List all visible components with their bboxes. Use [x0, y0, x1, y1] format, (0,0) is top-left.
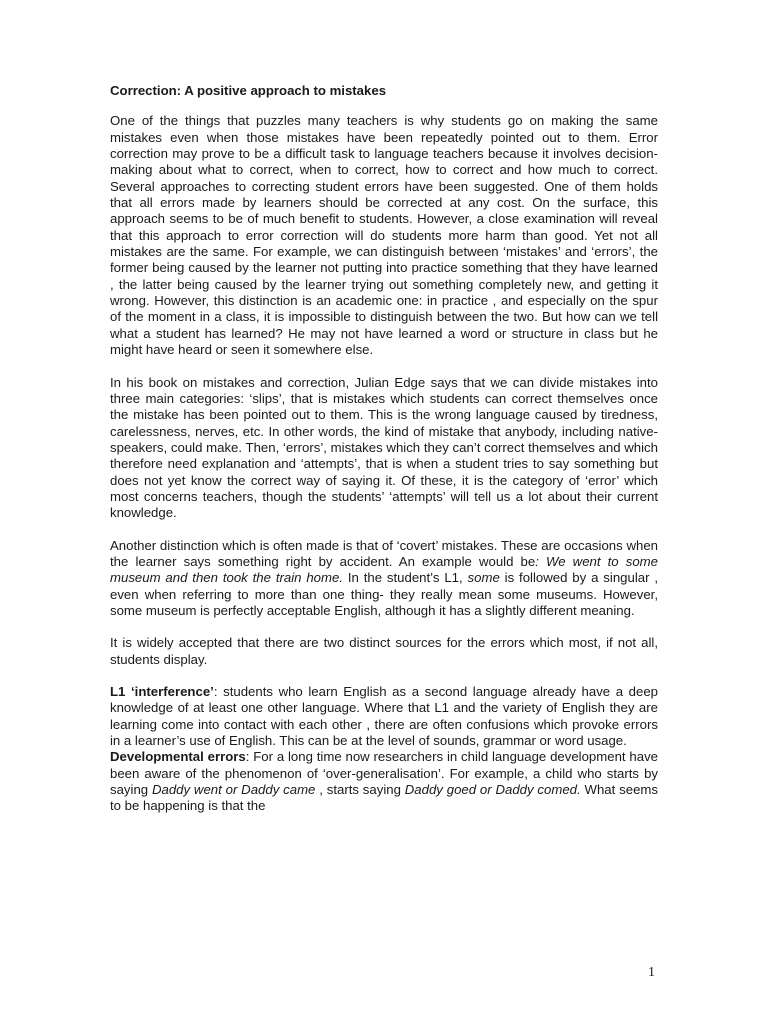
page-number: 1: [648, 965, 655, 980]
l1-interference-text: : students who learn English as a second language already have a deep knowledge of at least one other language. Where that L1 and the variety of English they are learning come into contact with each other , there are often confusions which provoke errors in a learner’s use of English. This can be at the level of sounds, grammar or word usage.: [110, 684, 659, 749]
developmental-example-overgeneralised: Daddy goed or Daddy comed.: [404, 782, 581, 798]
paragraph-error-sources: It is widely accepted that there are two distinct sources for the errors which most, if not all, students display.: [110, 635, 658, 667]
paragraph-developmental-errors: [110, 749, 658, 814]
l1-interference-heading: L1 ‘interference’: [110, 684, 214, 699]
covert-example-word: some: [467, 570, 500, 586]
developmental-text-after: What seems to be happening is that the: [110, 782, 658, 814]
document-title: Correction: A positive approach to mistakes: [110, 83, 387, 98]
covert-text-mid: In the student’s L1,: [343, 570, 468, 586]
paragraph-edge-categories: In his book on mistakes and correction, Julian Edge says that we can divide mistakes into three main categories: ‘slips’, that is mistakes which students can correct themselves once the mistake has been pointed out to them. This is the wrong language caused by tiredness, carelessness, nerves, etc. In other words, the kind of mistake that anybody, including native-speakers, could make. Then, ‘errors’, mistakes which they can’t correct themselves and which therefore need explanation and ‘attempts’, that is when a student tries to say something but does not yet know the correct way of saying it. Of these, it is the category of ‘error’ which most concerns teachers, though the students’ ‘attempts’ will tell us a lot about their current knowledge.: [110, 374, 658, 521]
paragraph-covert-mistakes: [110, 538, 658, 620]
developmental-text-before: : For a long time now researchers in child language development have been aware of the phenomenon of ‘over-generalisation’. For example, a child who starts by saying: [110, 749, 658, 798]
developmental-example-correct: Daddy went or Daddy came: [151, 782, 316, 798]
paragraph-intro: One of the things that puzzles many teachers is why students go on making the same mistakes even when those mistakes have been repeatedly pointed out to them. Error correction may prove to be a difficult task to language teachers because it involves decision-making about what to correct, when to correct, how to correct and how much to correct. Several approaches to correcting student errors have been suggested. One of them holds that all errors made by learners should be corrected at any cost. On the surface, this approach seems to be of much benefit to students. However, a close examination will reveal that this approach to error correction will do students more harm than good. Yet not all mistakes are the same. For example, we can distinguish between ‘mistakes’ and ‘errors’, the former being caused by the learner not putting into practice something that they have learned , the latter being caused by the learner trying out something completely new, and getting it wrong. However, this distinction is an academic one: in practice , and especially on the spur of the moment in a class, it is impossible to distinguish between the two. But how can we tell what a student has learned? He may not have learned a word or structure in class but he might have heard or seen it somewhere else.: [110, 113, 658, 358]
developmental-text-mid: , starts saying: [315, 782, 405, 798]
document-page: [110, 83, 658, 815]
covert-text-before: Another distinction which is often made is that of ‘covert’ mistakes. These are occasions when the learner says something right by accident. An example would be: [110, 537, 658, 569]
paragraph-l1-interference: [110, 684, 658, 749]
covert-example-sentence: : We went to some museum and then took the train home.: [110, 553, 659, 586]
developmental-errors-heading: Developmental errors: [110, 749, 246, 765]
covert-text-after: is followed by a singular , even when referring to more than one thing- they really mean some museums. However, some museum is perfectly acceptable English, although it has a slightly different meaning.: [110, 570, 659, 618]
